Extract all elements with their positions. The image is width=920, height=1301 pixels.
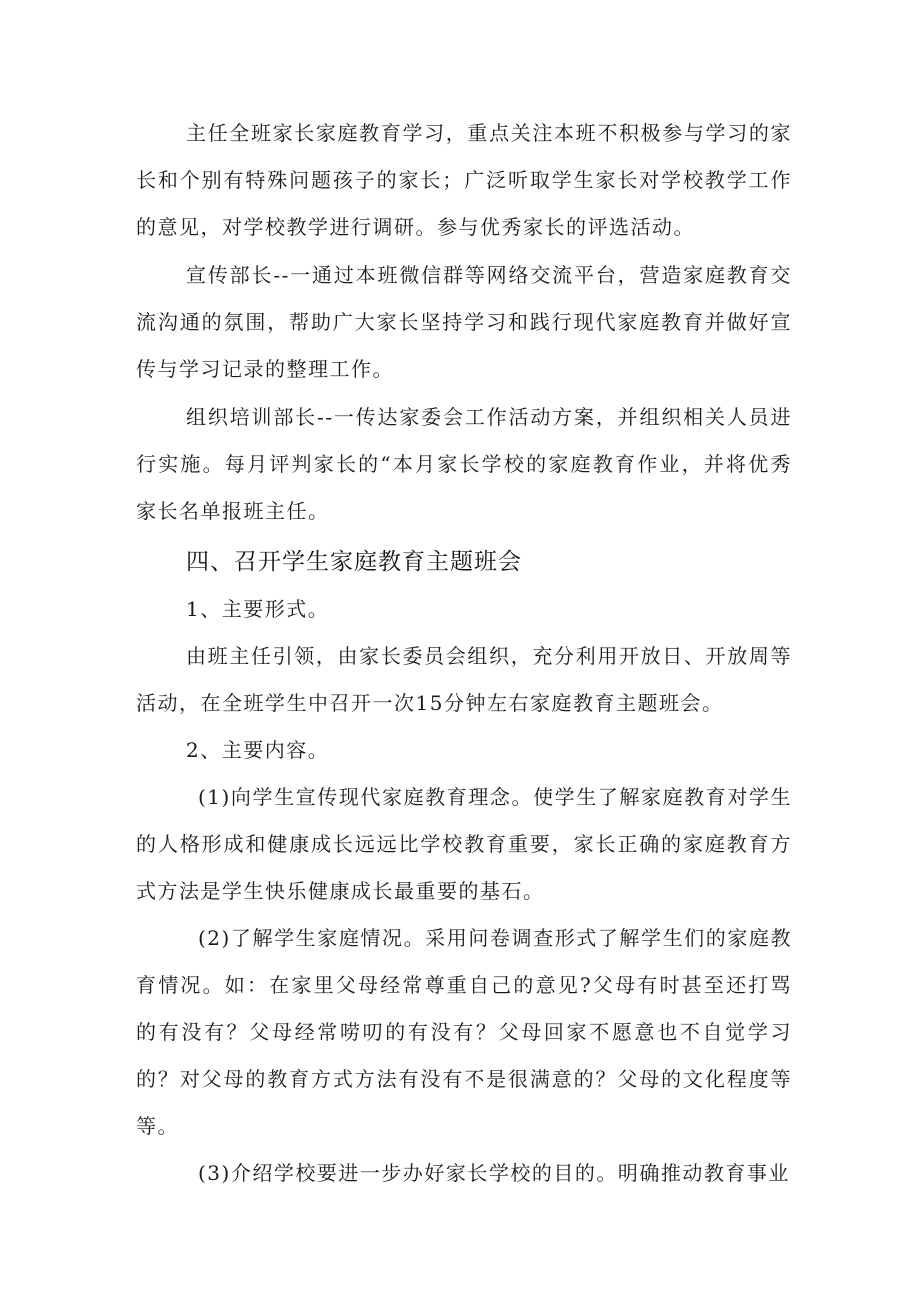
- section-heading: 四、召开学生家庭教育主题班会: [186, 549, 522, 575]
- subsection-title-form: 1、主要形式。: [186, 597, 330, 621]
- subsection-title-content: 2、主要内容。: [186, 738, 330, 762]
- paragraph-form-description: 由班主任引领，由家长委员会组织，充分利用开放日、开放周等活动，在全班学生中召开一次15分钟左右家庭教育主题班会。: [136, 644, 792, 715]
- paragraph-training-minister: 组织培训部长--一传达家委会工作活动方案，并组织相关人员进行实施。每月评判家长的“本月家长学校的家庭教育作业，并将优秀家长名单报班主任。: [136, 405, 792, 523]
- document-body: [136, 110, 792, 1197]
- paragraph-publicity-minister: 宣传部长--一通过本班微信群等网络交流平台，营造家庭教育交流沟通的氛围，帮助广大家长坚持学习和践行现代家庭教育并做好宣传与学习记录的整理工作。: [136, 263, 792, 381]
- paragraph-parent-duties: 主任全班家长家庭教育学习，重点关注本班不积极参与学习的家长和个别有特殊问题孩子的家长；广泛听取学生家长对学校教学工作的意见，对学校教学进行调研。参与优秀家长的评选活动。: [136, 121, 792, 239]
- list-item-3: (3)介绍学校要进一步办好家长学校的目的。明确推动教育事业: [198, 1161, 790, 1185]
- list-item-2: (2)了解学生家庭情况。采用问卷调查形式了解学生们的家庭教育情况。如：在家里父母经常尊重自己的意见?父母有时甚至还打骂的有没有？父母经常唠叨的有没有？父母回家不愿意也不自觉学习的？对父母的教育方式方法有没有不是很满意的？父母的文化程度等等。: [136, 926, 792, 1138]
- list-item-1: (1)向学生宣传现代家庭教育理念。使学生了解家庭教育对学生的人格形成和健康成长远远比学校教育重要，家长正确的家庭教育方式方法是学生快乐健康成长最重要的基石。: [136, 785, 792, 903]
